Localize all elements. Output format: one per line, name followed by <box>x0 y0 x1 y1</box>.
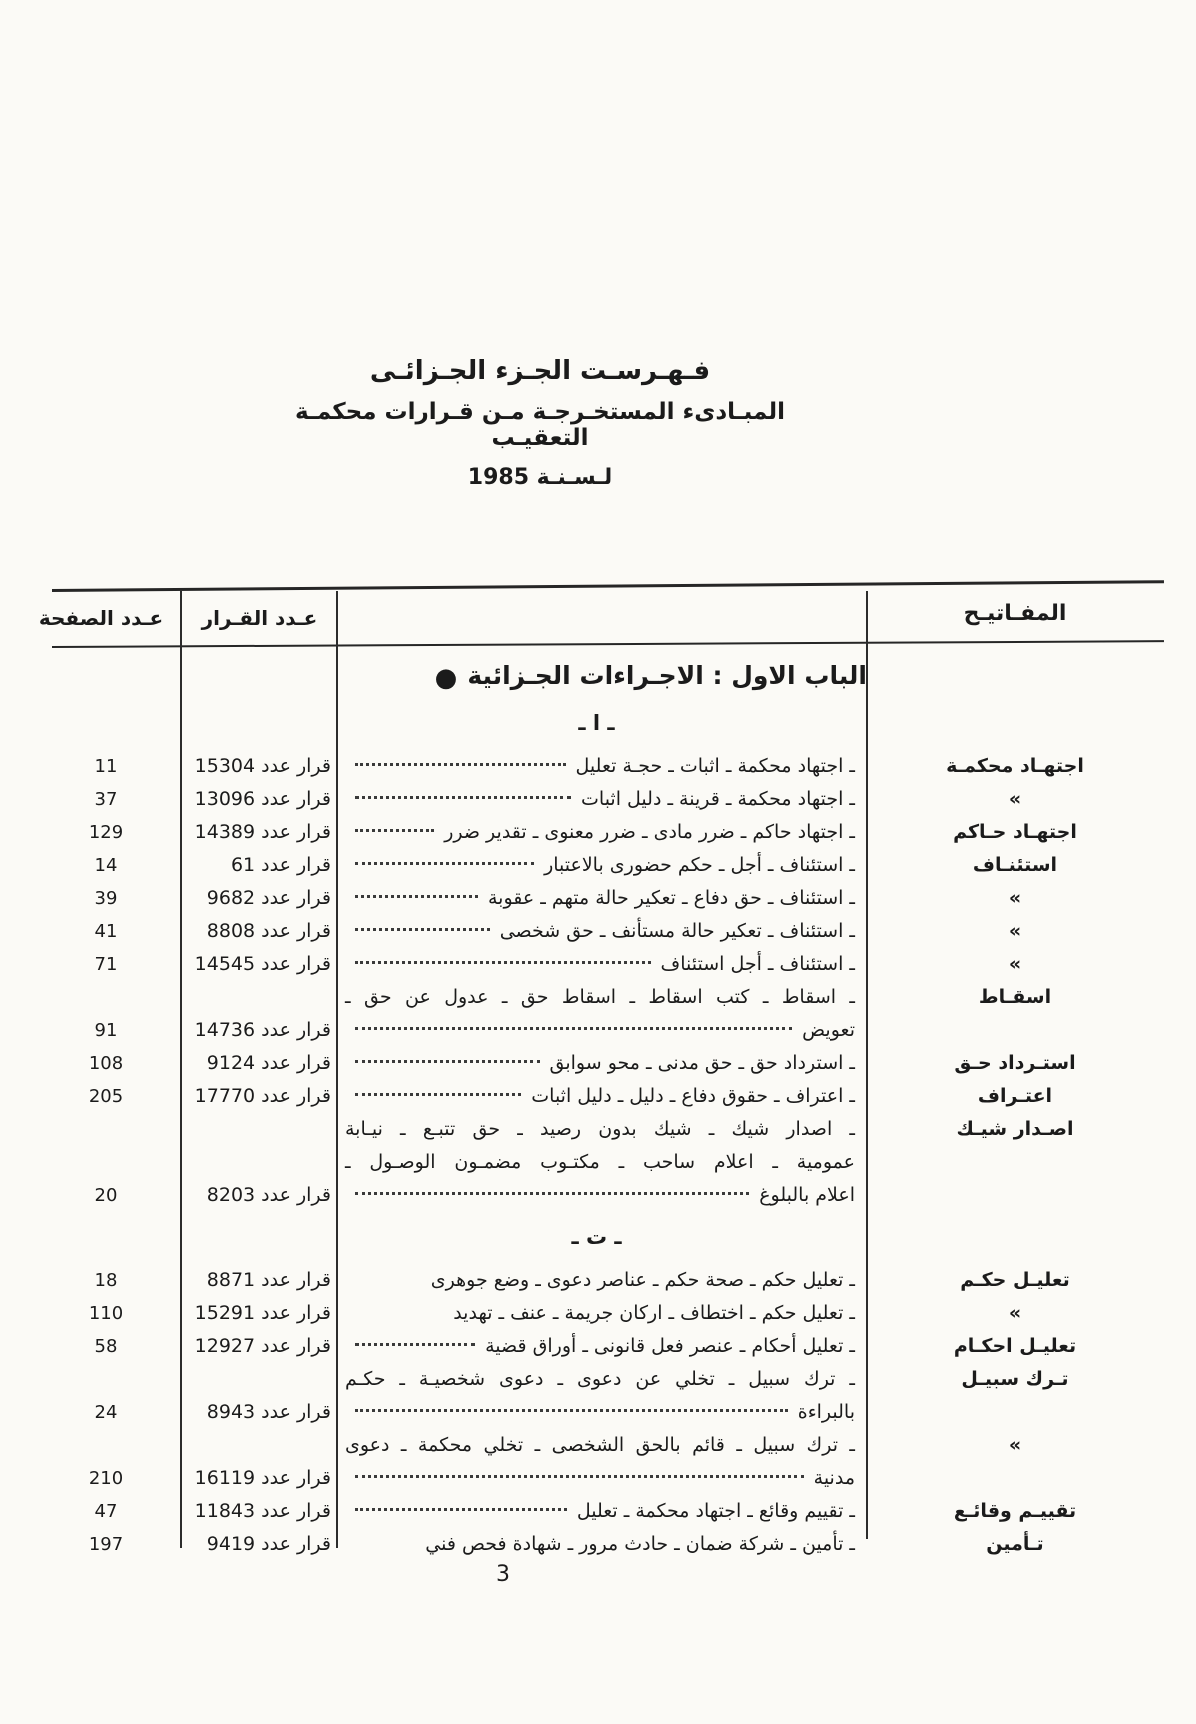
subject-line <box>345 1179 855 1212</box>
subject-text: ـ تقييم وقائع ـ اجتهاد محكمة ـ تعليل <box>576 1500 855 1522</box>
subject-line <box>345 783 855 816</box>
row-key: اصـدار شيـك <box>956 1118 1074 1140</box>
page-number-value: 205 <box>88 1086 124 1107</box>
decision-number: قرار عدد 16119 <box>194 1467 331 1489</box>
page-number-value: 14 <box>94 855 118 876</box>
column-header-keys: المفـاتيـح <box>963 601 1067 626</box>
subject-text: ـ ترك سبيل ـ قائم بالحق الشخصى ـ تخلي محكمة ـ دعوى <box>345 1434 855 1456</box>
row-subject <box>337 1080 867 1113</box>
table-row <box>30 1528 1163 1561</box>
subject-text: ـ تعليل حكم ـ صحة حكم ـ عناصر دعوى ـ وضع جوهرى <box>430 1269 855 1291</box>
decision-number: قرار عدد 9419 <box>206 1533 331 1555</box>
subject-line <box>345 1047 855 1080</box>
subject-text: ـ تعليل حكم ـ اختطاف ـ اركان جريمة ـ عنف ـ تهديد <box>453 1302 855 1324</box>
table-header-underline <box>52 640 1164 648</box>
subject-line <box>345 1462 855 1495</box>
subject-text: تعويض <box>802 1019 855 1041</box>
page-number-value: 129 <box>88 822 124 843</box>
row-key: تعليـل حكـم <box>960 1269 1070 1291</box>
decision-number: قرار عدد 14736 <box>194 1019 331 1041</box>
page-number-value: 37 <box>94 789 118 810</box>
row-key: تعليـل احكـام <box>953 1335 1077 1357</box>
table-row <box>30 1297 1163 1330</box>
row-key: تـأمين <box>986 1533 1044 1555</box>
dotted-leader <box>355 862 534 865</box>
subject-text: ـ تعليل أحكام ـ عنصر فعل قانونى ـ أوراق قضية <box>485 1335 855 1357</box>
row-subject <box>337 750 867 783</box>
column-header-page-number: عـدد الصفحة <box>38 606 164 630</box>
page-number-value: 11 <box>94 756 118 777</box>
subject-text: ـ استئناف ـ أجل ـ حكم حضورى بالاعتبار <box>544 854 855 876</box>
subject-line <box>345 1495 855 1528</box>
dotted-leader <box>355 1343 475 1346</box>
row-subject <box>337 1264 867 1297</box>
table-row <box>30 816 1163 849</box>
page-number-value: 47 <box>94 1501 118 1522</box>
page-number-value: 58 <box>94 1336 118 1357</box>
subject-text: ـ استئناف ـ تعكير حالة مستأنف ـ حق شخصى <box>499 920 855 942</box>
row-key: » <box>1008 920 1022 942</box>
dotted-leader <box>355 961 651 964</box>
decision-number: قرار عدد 11843 <box>194 1500 331 1522</box>
chapter-heading <box>30 654 1163 698</box>
row-key: » <box>1008 953 1022 975</box>
index-table-body <box>30 648 1163 1561</box>
table-row <box>30 882 1163 915</box>
page-number-value: 39 <box>94 888 118 909</box>
row-key: اجتهـاد محكمـة <box>946 755 1084 777</box>
decision-number: قرار عدد 8871 <box>206 1269 331 1291</box>
subject-text: ـ استئناف ـ حق دفاع ـ تعكير حالة متهم ـ عقوبة <box>487 887 855 909</box>
dotted-leader <box>355 1508 567 1511</box>
subject-text: عمومية ـ اعلام ساحب ـ مكتـوب مضمـون الوصـول ـ <box>345 1151 855 1173</box>
table-row <box>30 1429 1163 1495</box>
decision-number: قرار عدد 14545 <box>194 953 331 975</box>
subject-line <box>345 1363 855 1396</box>
subject-line <box>345 849 855 882</box>
dotted-leader <box>355 1475 804 1478</box>
decision-number: قرار عدد 14389 <box>194 821 331 843</box>
page-number-value: 110 <box>88 1303 124 1324</box>
subject-text: بالبراءة <box>797 1401 855 1423</box>
document-title-block <box>250 356 830 490</box>
page-number-value: 197 <box>88 1534 124 1555</box>
subject-line <box>345 1264 855 1297</box>
row-subject <box>337 816 867 849</box>
subject-text: مدنية <box>813 1467 855 1489</box>
page-number-value: 18 <box>94 1270 118 1291</box>
table-row <box>30 1363 1163 1429</box>
subject-text: ـ تأمين ـ شركة ضمان ـ حادث مرور ـ شهادة فحص فني <box>425 1533 855 1555</box>
decision-number: قرار عدد 8808 <box>206 920 331 942</box>
row-subject <box>337 1363 867 1429</box>
row-subject <box>337 849 867 882</box>
decision-number: قرار عدد 61 <box>230 854 331 876</box>
row-key: تـرك سبيـل <box>961 1368 1069 1390</box>
subject-line <box>345 948 855 981</box>
section-letter: ـ ت ـ <box>571 1225 622 1249</box>
decision-number: قرار عدد 17770 <box>194 1085 331 1107</box>
subject-text: اعلام بالبلوغ <box>759 1184 855 1206</box>
dotted-leader <box>355 1192 749 1195</box>
title-line-3: لـسـنـة 1985 <box>467 465 613 490</box>
row-subject <box>337 981 867 1047</box>
dotted-leader <box>355 763 566 766</box>
row-subject <box>337 1429 867 1495</box>
subject-text: ـ اجتهاد محكمة ـ قرينة ـ دليل اثبات <box>581 788 855 810</box>
row-key: تقييـم وقائـع <box>953 1500 1077 1522</box>
dotted-leader <box>355 1093 521 1096</box>
subject-line <box>345 1113 855 1146</box>
subject-text: ـ اجتهاد محكمة ـ اثبات ـ حجـة تعليل <box>575 755 855 777</box>
row-subject <box>337 1113 867 1212</box>
table-row <box>30 948 1163 981</box>
row-key: » <box>1008 887 1022 909</box>
subject-text: ـ اسقاط ـ كتب اسقاط ـ اسقاط حق ـ عدول عن حق ـ <box>345 986 855 1008</box>
row-subject <box>337 1495 867 1528</box>
subject-text: ـ استئناف ـ أجل استئناف <box>660 953 855 975</box>
page-number-value: 91 <box>94 1020 118 1041</box>
decision-number: قرار عدد 15304 <box>194 755 331 777</box>
row-key: » <box>1008 1434 1022 1456</box>
table-row <box>30 1495 1163 1528</box>
page-number-value: 41 <box>94 921 118 942</box>
dotted-leader <box>355 829 434 832</box>
subject-line <box>345 1330 855 1363</box>
subject-line <box>345 915 855 948</box>
title-line-1: فـهـرسـت الجـزء الجـزائـى <box>369 356 711 386</box>
row-key: اسقـاط <box>978 986 1052 1008</box>
row-subject <box>337 948 867 981</box>
decision-number: قرار عدد 8943 <box>206 1401 331 1423</box>
subject-line <box>345 1429 855 1462</box>
row-subject <box>337 783 867 816</box>
subject-line <box>345 816 855 849</box>
chapter-title: الباب الاول : الاجـراءات الجـزائية <box>467 661 867 690</box>
subject-text: ـ استرداد حق ـ حق مدنى ـ محو سوابق <box>549 1052 855 1074</box>
dotted-leader <box>355 1060 540 1063</box>
page-number: 3 <box>496 1562 510 1587</box>
subject-line <box>345 1297 855 1330</box>
row-key: اجتهـاد حـاكم <box>953 821 1077 843</box>
subject-line <box>345 1396 855 1429</box>
decision-number: قرار عدد 15291 <box>194 1302 331 1324</box>
subject-line <box>345 750 855 783</box>
subject-text: ـ اعتراف ـ حقوق دفاع ـ دليل ـ دليل اثبات <box>531 1085 855 1107</box>
subject-text: ـ اصدار شيك ـ شيك بدون رصيد ـ حق تتبـع ـ نيـابة <box>345 1118 855 1140</box>
row-subject <box>337 1297 867 1330</box>
row-key: استئنـاف <box>972 854 1058 876</box>
row-subject <box>337 1047 867 1080</box>
table-row <box>30 1047 1163 1080</box>
table-row <box>30 1330 1163 1363</box>
table-row <box>30 915 1163 948</box>
page-number-value: 24 <box>94 1402 118 1423</box>
subject-line <box>345 1146 855 1179</box>
dotted-leader <box>355 1027 792 1030</box>
subject-line <box>345 1014 855 1047</box>
table-row <box>30 1080 1163 1113</box>
subject-text: ـ ترك سبيل ـ تخلي عن دعوى ـ دعوى شخصيـة ـ حكـم <box>345 1368 855 1390</box>
dotted-leader <box>355 895 478 898</box>
row-key: اعتـراف <box>977 1085 1053 1107</box>
row-subject <box>337 1330 867 1363</box>
page-number-value: 20 <box>94 1185 118 1206</box>
row-key: » <box>1008 788 1022 810</box>
table-row <box>30 750 1163 783</box>
decision-number: قرار عدد 13096 <box>194 788 331 810</box>
dotted-leader <box>355 796 571 799</box>
dotted-leader <box>355 928 490 931</box>
page-number-value: 71 <box>94 954 118 975</box>
decision-number: قرار عدد 9124 <box>206 1052 331 1074</box>
subject-line <box>345 981 855 1014</box>
row-key: » <box>1008 1302 1022 1324</box>
decision-number: قرار عدد 8203 <box>206 1184 331 1206</box>
row-key: استـرداد حـق <box>954 1052 1076 1074</box>
chapter-bullet-icon: ● <box>434 663 458 693</box>
table-row <box>30 1113 1163 1212</box>
decision-number: قرار عدد 12927 <box>194 1335 331 1357</box>
row-subject <box>337 915 867 948</box>
dotted-leader <box>355 1409 788 1412</box>
table-row <box>30 981 1163 1047</box>
row-subject <box>337 1528 867 1561</box>
subject-line <box>345 1080 855 1113</box>
subject-text: ـ اجتهاد حاكم ـ ضرر مادى ـ ضرر معنوى ـ تقدير ضرر <box>444 821 855 843</box>
section-letter: ـ ا ـ <box>578 711 615 735</box>
table-row <box>30 1264 1163 1297</box>
title-line-2: المبـادىء المستخـرجـة مـن قـرارات محكمـة التعقيـب <box>295 399 785 451</box>
table-row <box>30 783 1163 816</box>
subject-line <box>345 1528 855 1561</box>
table-row <box>30 849 1163 882</box>
row-subject <box>337 882 867 915</box>
table-top-rule <box>52 580 1164 592</box>
subject-line <box>345 882 855 915</box>
decision-number: قرار عدد 9682 <box>206 887 331 909</box>
column-header-decision-number: عـدد القـرار <box>201 606 318 630</box>
page-number-value: 210 <box>88 1468 124 1489</box>
page-number-value: 108 <box>88 1053 124 1074</box>
